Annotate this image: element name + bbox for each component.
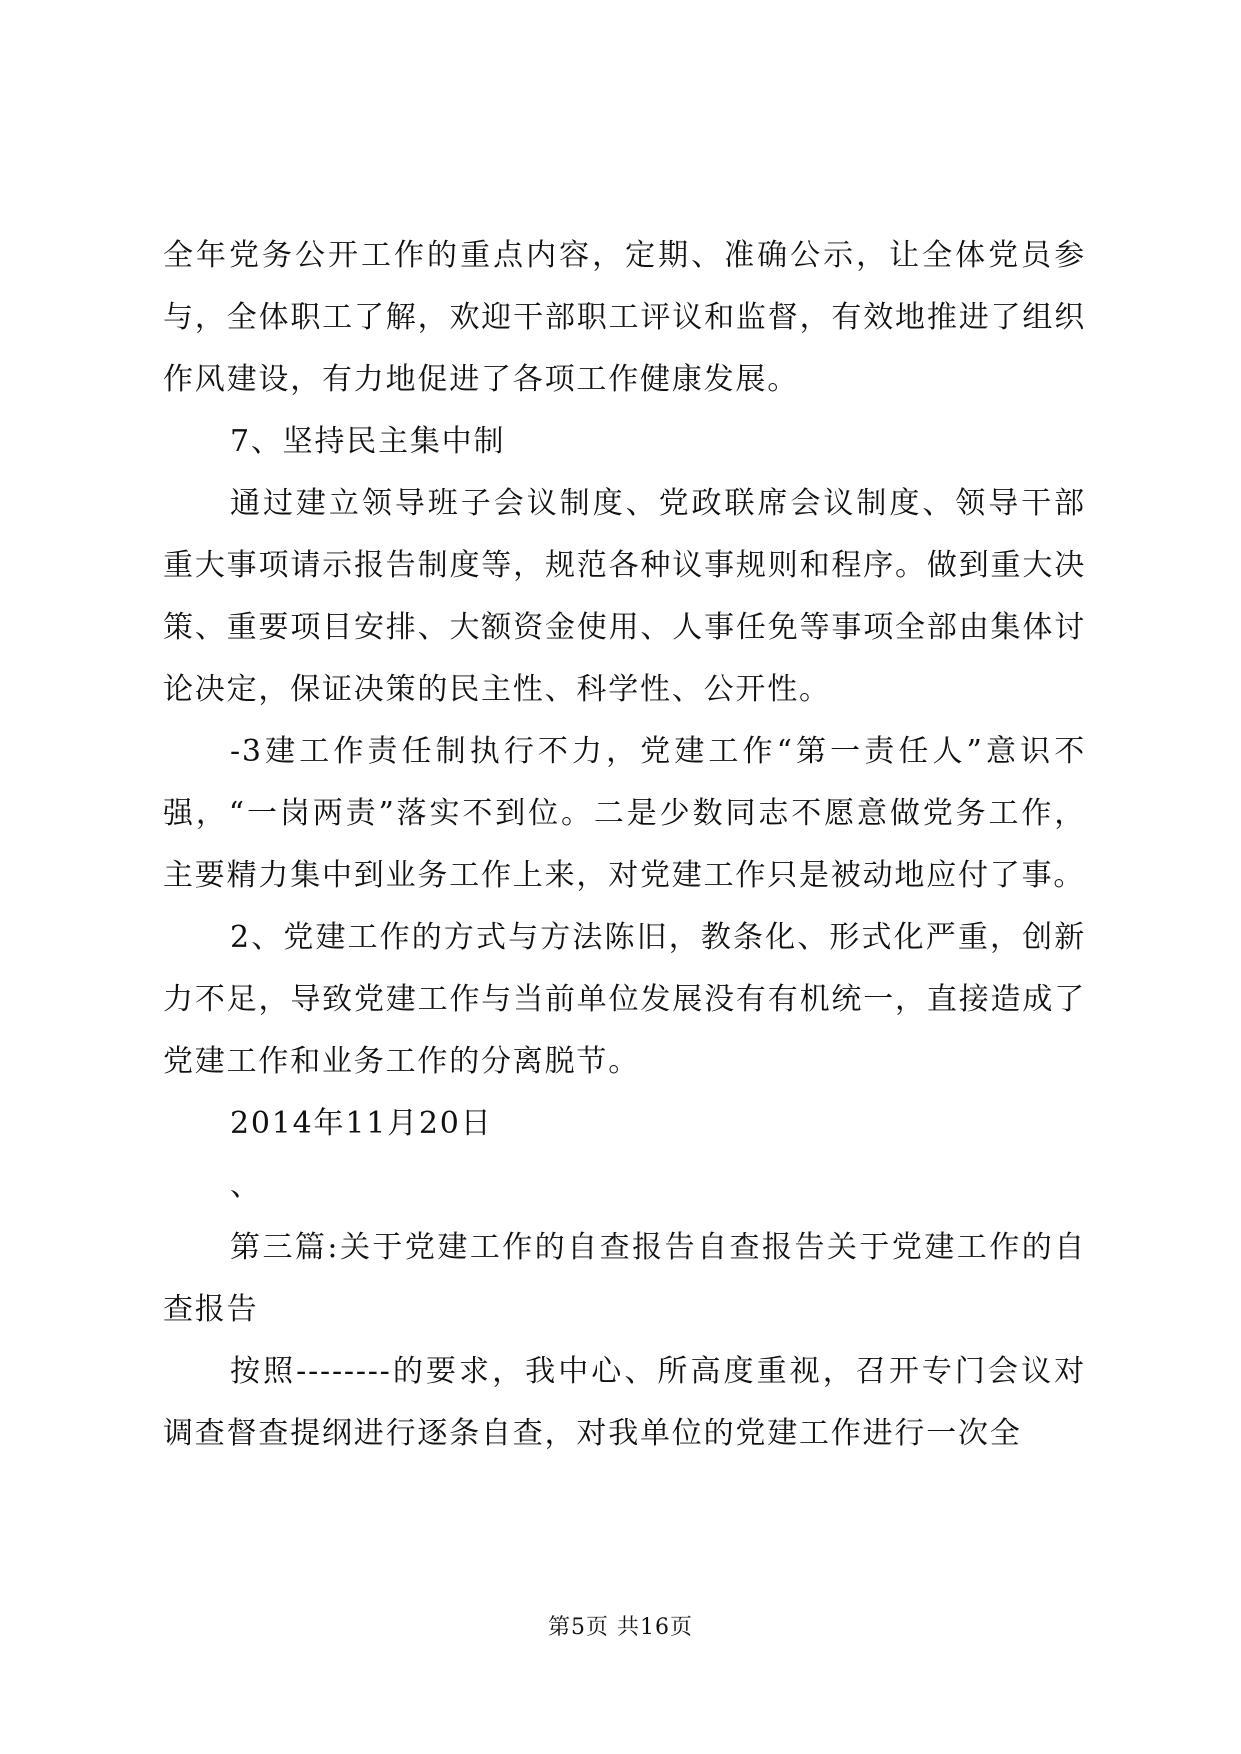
paragraph-responsibility-issues: -3建工作责任制执行不力，党建工作“第一责任人”意识不强，“一岗两责”落实不到位。二是少数同志不愿意做党务工作，主要精力集中到业务工作上来，对党建工作只是被动地应付了事。 xyxy=(163,734,1086,893)
section-heading-7: 7、坚持民主集中制 xyxy=(230,424,506,459)
chapter-title: 第三篇:关于党建工作的自查报告自查报告关于党建工作的自查报告 xyxy=(163,1230,1086,1327)
page-number: 第5页 共16页 xyxy=(548,1615,693,1640)
paragraph-self-inspection: 按照--------的要求，我中心、所高度重视，召开专门会议对调查督查提纲进行逐条自查，对我单位的党建工作进行一次全 xyxy=(163,1354,1086,1451)
paragraph-methods-issues: 2、党建工作的方式与方法陈旧，教条化、形式化严重，创新力不足，导致党建工作与当前单位发展没有有机统一，直接造成了党建工作和业务工作的分离脱节。 xyxy=(163,920,1086,1079)
document-body xyxy=(163,225,1086,1465)
paragraph-democratic-centralism: 通过建立领导班子会议制度、党政联席会议制度、领导干部重大事项请示报告制度等，规范各种议事规则和程序。做到重大决策、重要项目安排、大额资金使用、人事任免等事项全部由集体讨论决定，保证决策的民主性、科学性、公开性。 xyxy=(163,486,1086,707)
paragraph-continuation: 全年党务公开工作的重点内容，定期、准确公示，让全体党员参与，全体职工了解，欢迎干部职工评议和监督，有效地推进了组织作风建设，有力地促进了各项工作健康发展。 xyxy=(163,238,1086,397)
date-line: 2014年11月20日 xyxy=(230,1106,493,1141)
separator-mark: 、 xyxy=(230,1168,262,1203)
